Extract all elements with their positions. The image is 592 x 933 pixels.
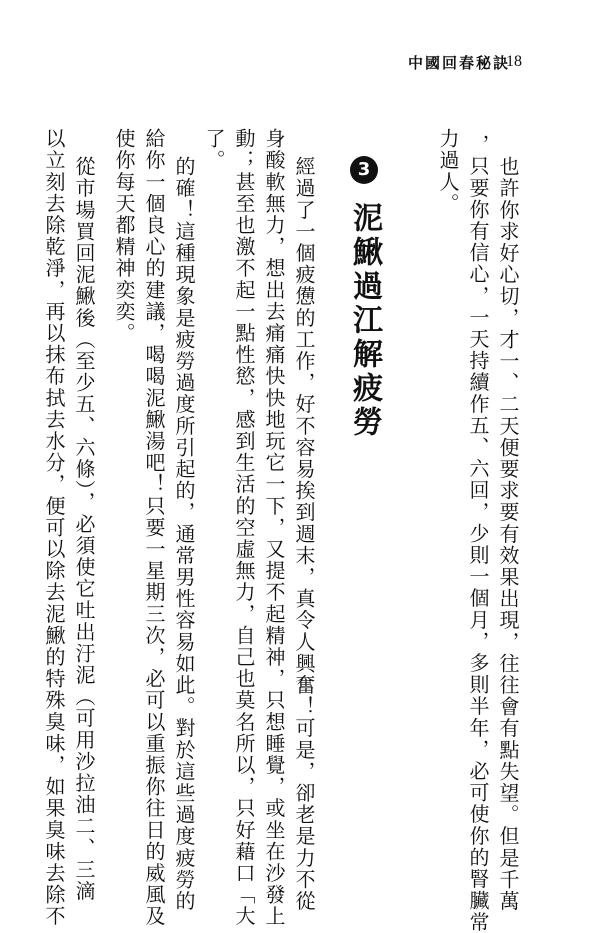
text-column-6: 動；甚至也激不起一點性慾，感到生活的空虛無力，自己也莫名所以，只好藉口「大 (232, 128, 256, 928)
text-column-2: ，只要你有信心，一天持續作五、六回，少則一個月，多則半年，必可使你的腎臟常 (466, 134, 490, 933)
chapter-heading (344, 156, 384, 440)
text-column-1: 也許你求好心切，才一、二天便要求要有效果出現，往往會有點失望。但是千萬 (496, 156, 520, 912)
page-number: 18 (506, 53, 522, 70)
text-column-10: 使你每天都精神奕奕。 (112, 128, 136, 344)
chapter-title: 泥鰍過江解疲勞 (347, 202, 382, 440)
text-column-5: 身酸軟無力，想出去痛痛快快地玩它一下，又提不起精神，只想睡覺，或坐在沙發上 (262, 128, 286, 928)
text-column-11: 從市場買回泥鰍後（至少五、六條），必須使它吐出汙泥（可用沙拉油二、三滴 (72, 156, 96, 902)
book-title: 中國回春秘訣 (407, 54, 510, 72)
chapter-number-badge: 3 (350, 156, 378, 184)
text-column-4: 經過了一個疲憊的工作，好不容易挨到週末，真令人興奮！可是，卻老是力不從 (292, 156, 316, 912)
text-column-9: 給你一個良心的建議，喝喝泥鰍湯吧！只要一星期三次，必可以重振你往日的威風及 (142, 128, 166, 928)
text-column-7: 了。 (202, 128, 226, 172)
text-column-3: 力過人。 (436, 128, 460, 215)
text-column-12: 以立刻去除乾淨，再以抹布拭去水分，便可以除去泥鰍的特殊臭味，如果臭味去除不 (42, 128, 66, 928)
text-column-8: 的確！這種現象是疲勞過度所引起的，通常男性容易如此。對於這些過度疲勞的 (172, 156, 196, 912)
